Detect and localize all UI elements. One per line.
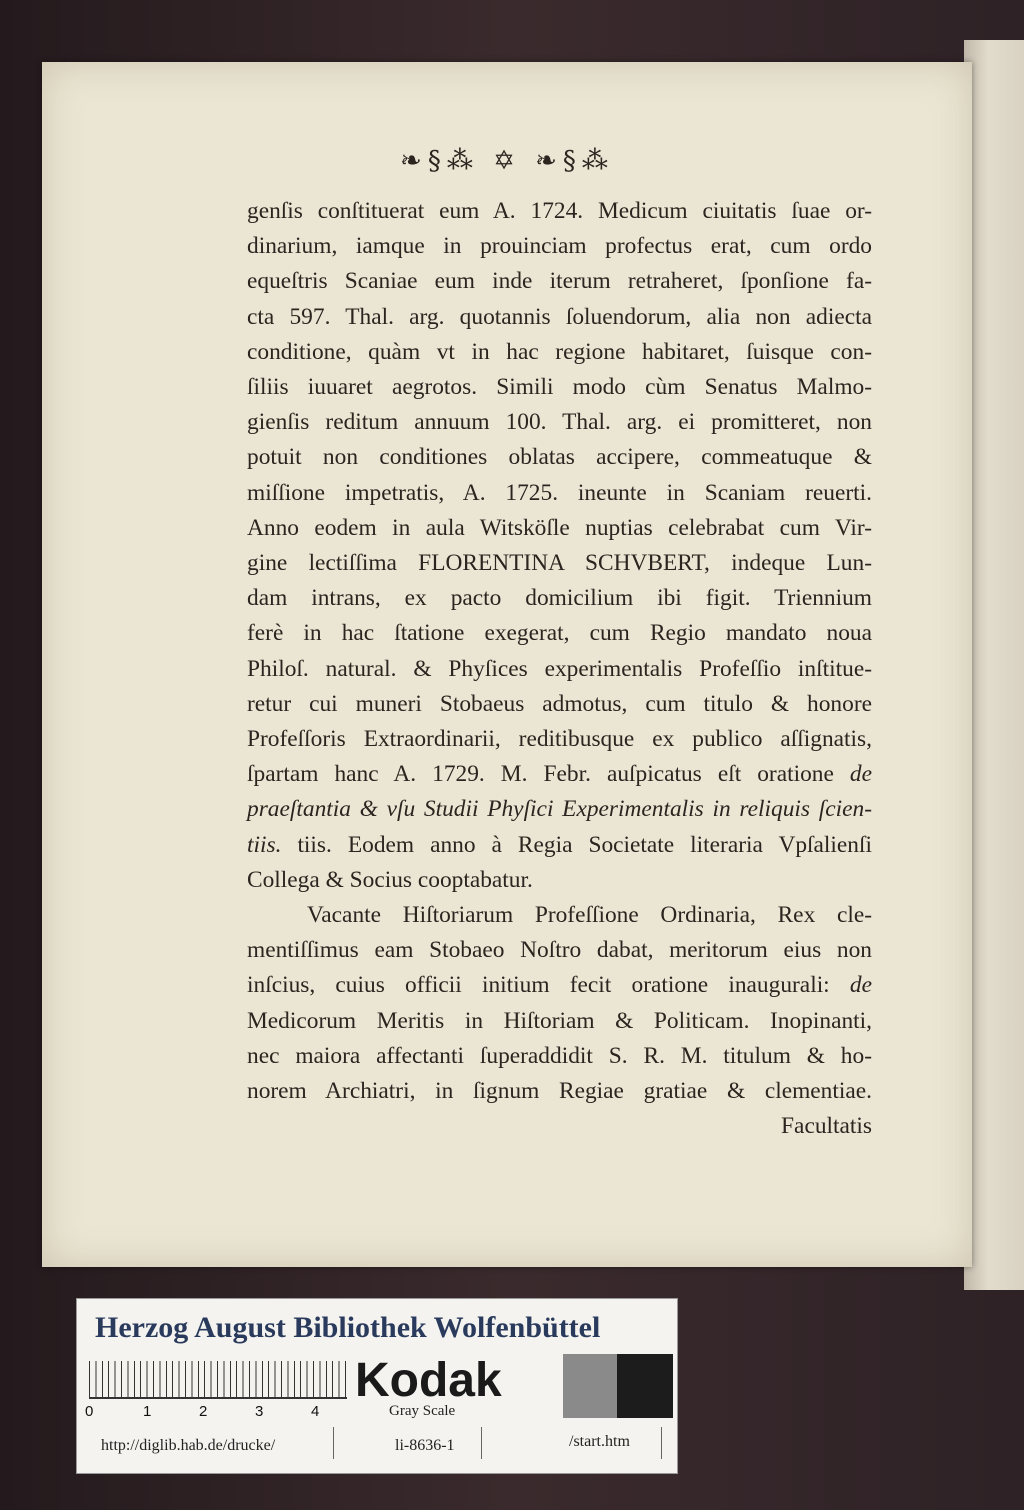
kodak-logo: Kodak [355, 1354, 502, 1407]
gray-scale-label: Gray Scale [389, 1403, 456, 1419]
text-line: norem Archiatri, in ſignum Regiae gratiae & clementiae. [247, 1078, 872, 1105]
text-line: ferè in hac ſtatione exegerat, cum Regio mandato noua [247, 620, 872, 647]
paragraph-start: Vacante Hiſtoriarum Profeſſione Ordinaria, Rex cle- [307, 902, 872, 929]
scale-ruler [89, 1361, 347, 1399]
library-name: Herzog August Bibliothek Wolfenbüttel [95, 1311, 601, 1344]
gray-swatch [563, 1354, 617, 1418]
text-line-with-italic [247, 828, 872, 863]
divider [481, 1427, 482, 1459]
text-line: potuit non conditiones oblatas accipere, commeatuque & [247, 444, 872, 471]
text-segment: inſcius, cuius officii initium fecit oratione inaugurali: [247, 972, 830, 999]
text-line-italic-mixed: Medicorum Meritis in Hiſtoriam & Politicam. Inopinanti, [247, 1007, 872, 1034]
text-line: genſis conſtituerat eum A. 1724. Medicum ciuitatis ſuae or- [247, 198, 872, 224]
text-line: Profeſſoris Extraordinarii, reditibusque ex publico aſſignatis, [247, 726, 872, 753]
text-segment: tiis. Eodem anno à Regia Societate literaria Vpſalienſi [297, 831, 872, 858]
ruler-number: 2 [199, 1403, 208, 1420]
text-line: dam intrans, ex pacto domicilium ibi figit. Triennium [247, 585, 872, 612]
text-line-italic: praeſtantia & vſu Studii Phyſici Experimentalis in reliquis ſcien- [247, 796, 872, 823]
ruler-number: 3 [255, 1403, 264, 1420]
italic-word: de [849, 972, 872, 999]
ruler-number: 4 [311, 1403, 320, 1420]
text-line: Collega & Socius cooptabatur. [247, 866, 533, 893]
italic-word: de [849, 761, 872, 788]
text-line: conditione, quàm vt in hac regione habitaret, ſuisque con- [247, 338, 872, 365]
kodak-color-target [76, 1298, 678, 1474]
text-line: miſſione impetratis, A. 1725. ineunte in Scaniam reuerti. [247, 479, 872, 506]
text-line: gienſis reditum annuum 100. Thal. arg. ei promitteret, non [247, 409, 872, 436]
text-line-with-italic [247, 757, 872, 792]
text-line: cta 597. Thal. arg. quotannis ſoluendorum, alia non adiecta [247, 303, 872, 330]
divider [333, 1427, 334, 1459]
text-line-with-italic [247, 968, 872, 1003]
shelfmark: li-8636-1 [395, 1437, 455, 1454]
divider [661, 1427, 662, 1459]
text-line: Anno eodem in aula Witsköſle nuptias celebrabat cum Vir- [247, 514, 872, 541]
header-ornament: ❧§⁂ ✡ ❧§⁂ [400, 146, 614, 176]
catchword: Facultatis [781, 1113, 872, 1140]
text-line: ſiliis iuuaret aegrotos. Simili modo cùm Senatus Malmo- [247, 374, 872, 401]
text-line: nec maiora affectanti ſuperaddidit S. R. M. titulum & ho- [247, 1042, 872, 1069]
text-line: mentiſſimus eam Stobaeo Noſtro dabat, meritorum eius non [247, 937, 872, 964]
ruler-number: 1 [143, 1403, 152, 1420]
text-line: retur cui muneri Stobaeus admotus, cum titulo & honore [247, 690, 872, 717]
text-line: Philoſ. natural. & Phyſices experimentalis Profeſſio inſtitue- [247, 655, 872, 682]
ruler-number: 0 [85, 1403, 94, 1420]
text-line: dinarium, iamque in prouinciam profectus erat, cum ordo [247, 233, 872, 260]
book-page [42, 62, 972, 1267]
text-segment: ſpartam hanc A. 1729. M. Febr. auſpicatus eſt oratione [247, 761, 834, 788]
italic-word: tiis. [247, 831, 282, 858]
text-line: equeſtris Scaniae eum inde iterum retraheret, ſponſione fa- [247, 268, 872, 295]
adjacent-page-edge [964, 40, 1024, 1290]
source-url: http://diglib.hab.de/drucke/ [101, 1437, 276, 1454]
body-text [247, 194, 872, 1144]
text-line: gine lectiſſima FLORENTINA SCHVBERT, indeque Lun- [247, 550, 872, 577]
start-page: /start.htm [569, 1433, 630, 1450]
black-swatch [617, 1354, 673, 1418]
